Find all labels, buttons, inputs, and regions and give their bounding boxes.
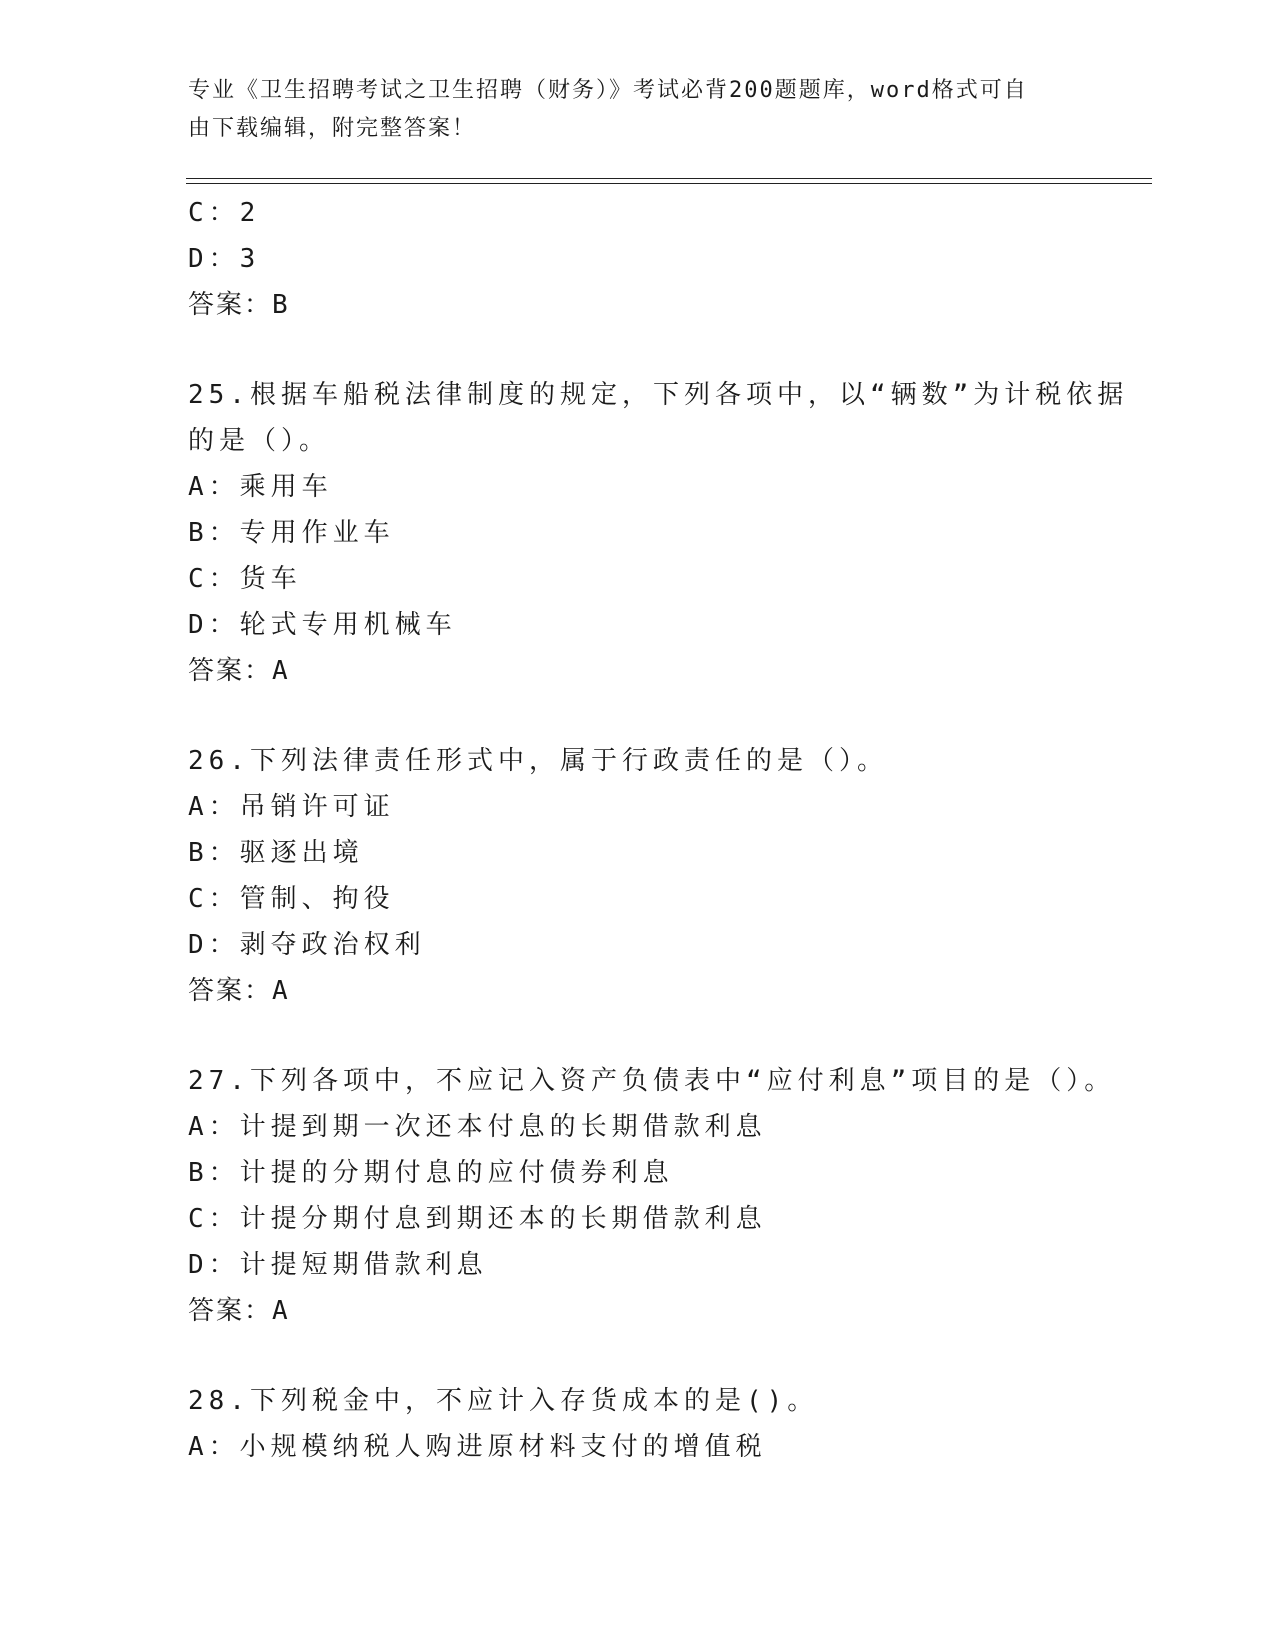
option-b: B：驱逐出境 [188,838,364,868]
option-a: A：计提到期一次还本付息的长期借款利息 [188,1112,767,1142]
option-a: A：吊销许可证 [188,792,395,822]
option-a: A：乘用车 [188,472,333,502]
option-d: D：3 [188,244,261,274]
header-line-1: 专业《卫生招聘考试之卫生招聘（财务）》考试必背200题题库，word格式可自 [188,78,1028,103]
option-c: C：货车 [188,564,302,594]
answer-text: 答案：A [188,656,290,686]
option-d: D：剥夺政治权利 [188,930,426,960]
question-stem: 27.下列各项中，不应记入资产负债表中“应付利息”项目的是（）。 [188,1066,1116,1096]
question-list [188,190,1129,1470]
answer-text: 答案：A [188,1296,290,1326]
option-c: C：管制、拘役 [188,884,395,914]
option-d: D：计提短期借款利息 [188,1250,488,1280]
header-divider-bottom [186,183,1152,184]
question-stem: 26.下列法律责任形式中，属于行政责任的是（）。 [188,746,888,776]
answer-text: 答案：B [188,290,290,320]
document-header [188,72,1068,148]
option-a: A：小规模纳税人购进原材料支付的增值税 [188,1432,767,1462]
option-d: D：轮式专用机械车 [188,610,457,640]
question-stem: 28.下列税金中，不应计入存货成本的是()。 [188,1386,819,1416]
header-line-2: 由下载编辑，附完整答案！ [188,116,477,141]
header-divider-top [186,178,1152,179]
question-stem: 25.根据车船税法律制度的规定，下列各项中，以“辆数”为计税依据 [188,380,1129,410]
question-stem: 的是（）。 [188,426,331,456]
option-b: B：计提的分期付息的应付债券利息 [188,1158,674,1188]
option-c: C：计提分期付息到期还本的长期借款利息 [188,1204,767,1234]
answer-text: 答案：A [188,976,290,1006]
option-b: B：专用作业车 [188,518,395,548]
option-c: C：2 [188,198,261,228]
